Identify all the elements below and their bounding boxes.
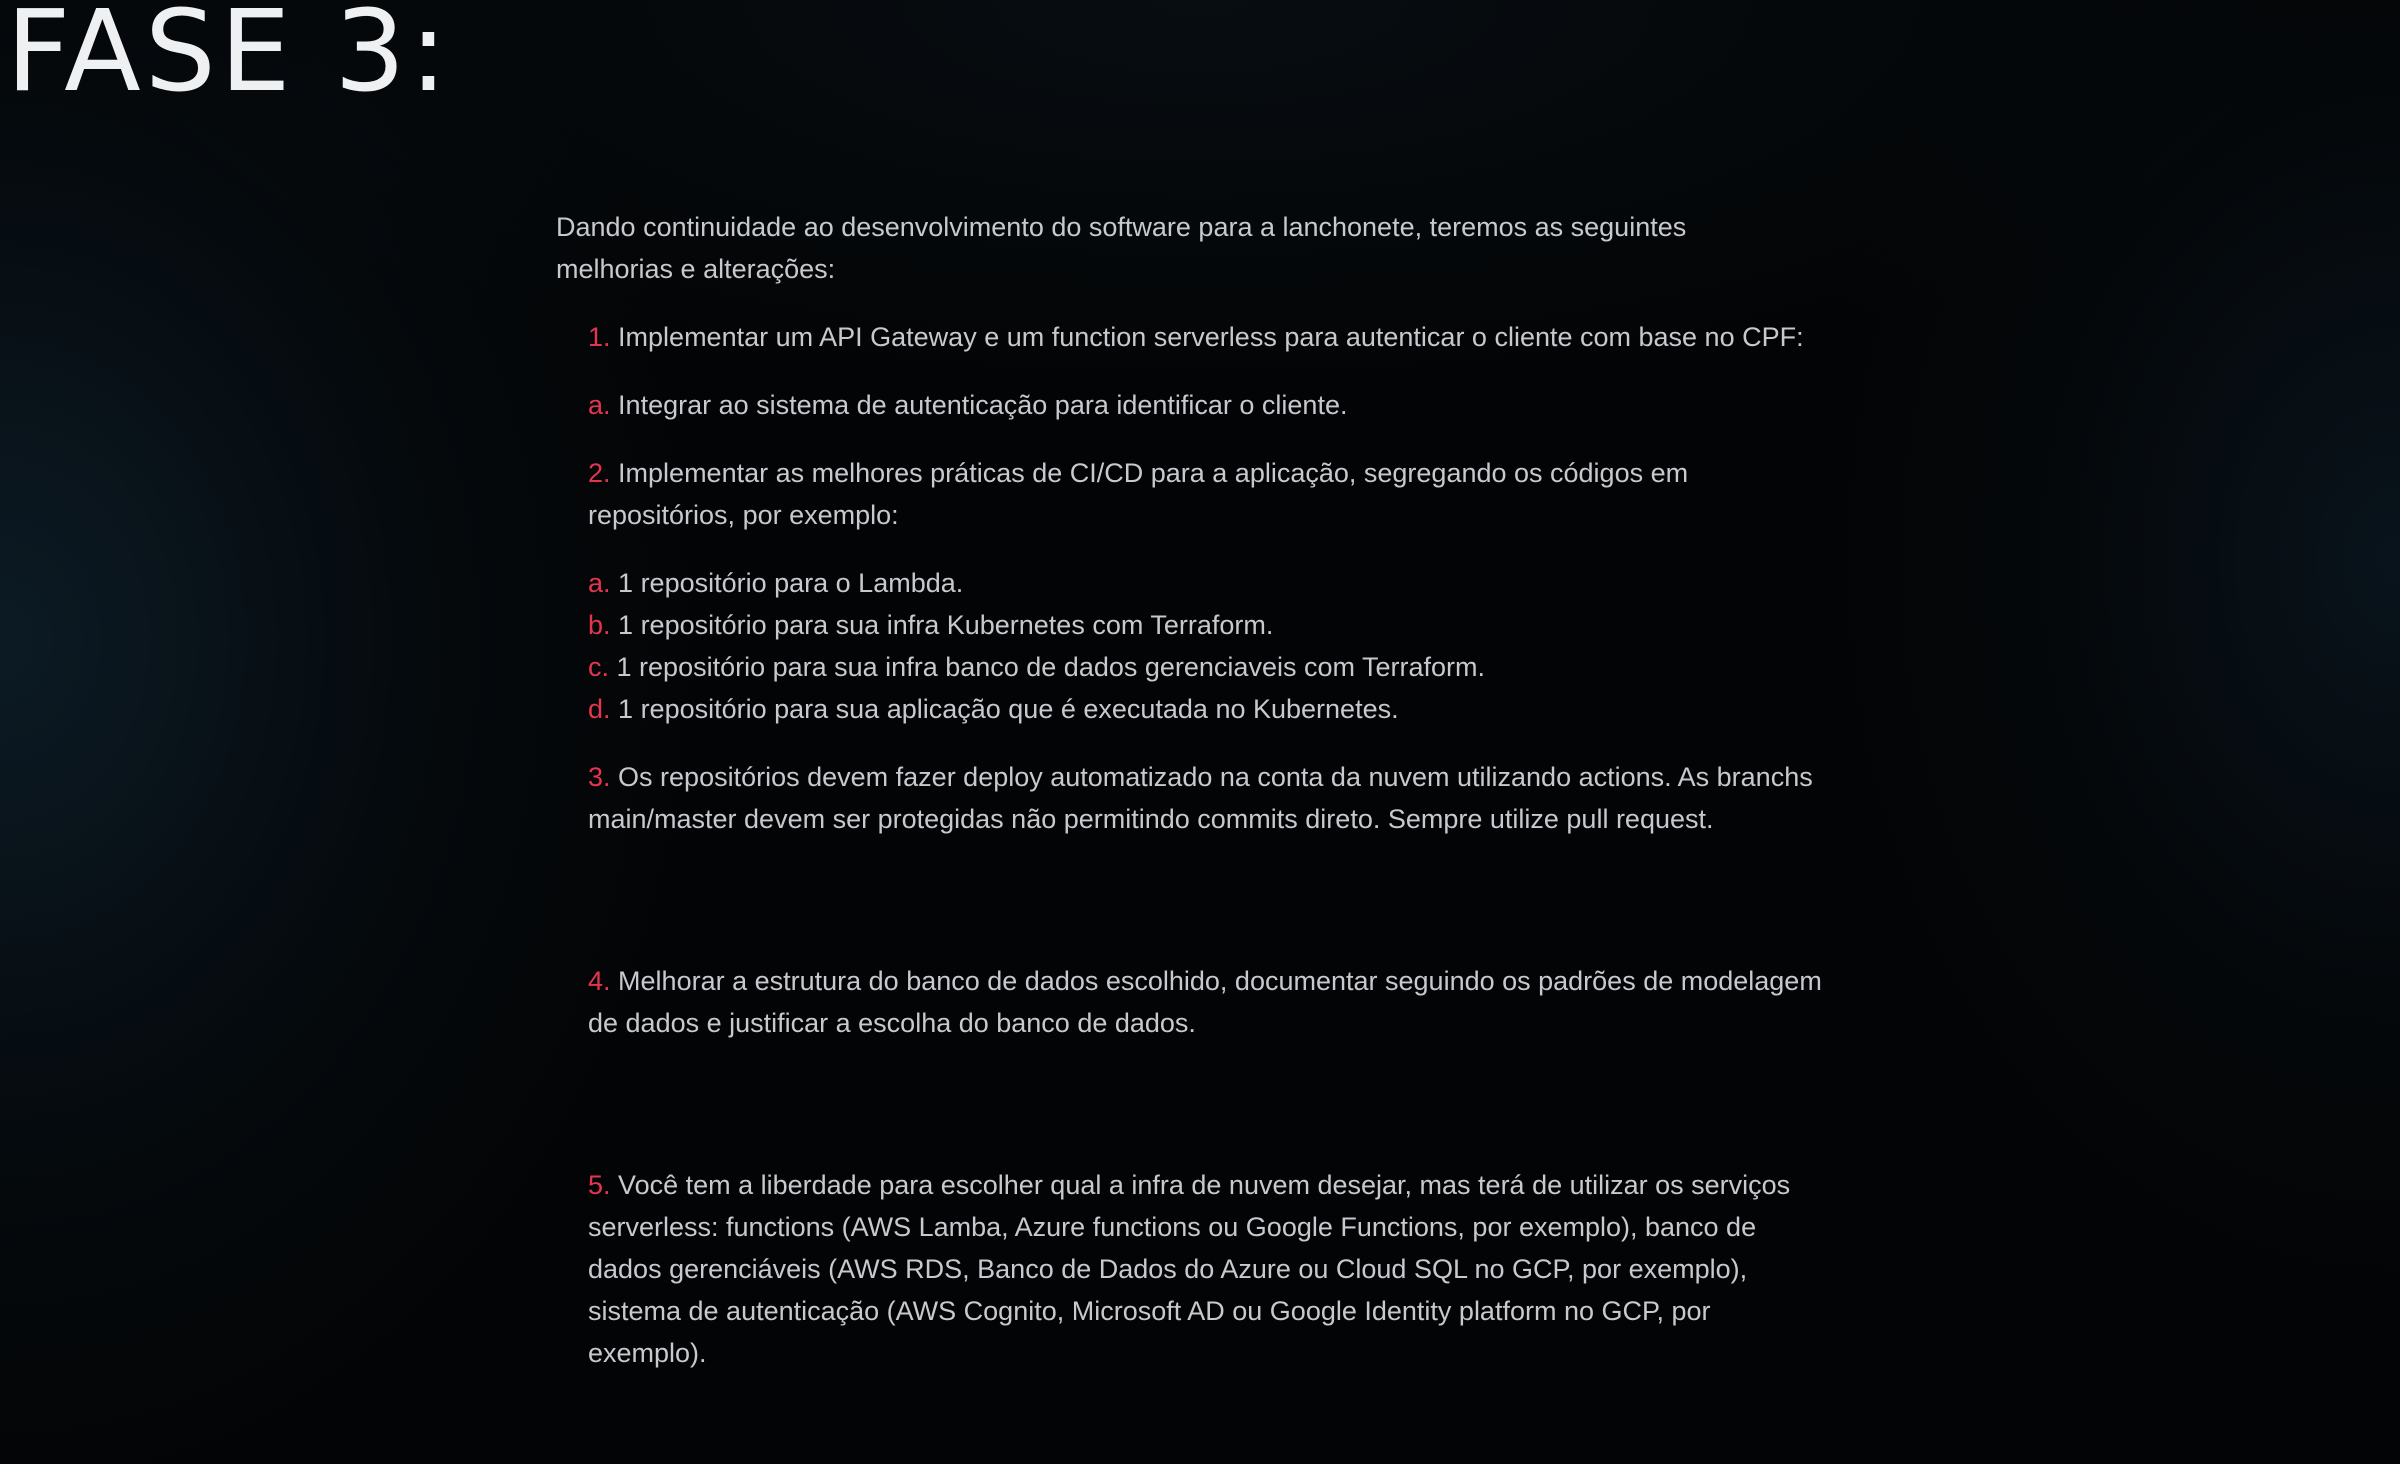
list-marker: b. — [588, 610, 611, 640]
list-marker: d. — [588, 694, 611, 724]
list-marker: c. — [588, 652, 610, 682]
list-marker: a. — [588, 390, 611, 420]
list-item-5 — [556, 1164, 1836, 1374]
list-item-text: Integrar ao sistema de autenticação para identificar o cliente. — [618, 390, 1348, 420]
list-marker: 5. — [588, 1170, 611, 1200]
list-marker: 3. — [588, 762, 611, 792]
list-marker: 2. — [588, 458, 611, 488]
list-item-text: 1 repositório para sua infra banco de dados gerenciaveis com Terraform. — [616, 652, 1486, 682]
list-item-4 — [556, 960, 1836, 1044]
list-item-1 — [556, 316, 1836, 358]
list-marker: 4. — [588, 966, 611, 996]
list-marker: a. — [588, 568, 611, 598]
list-item-2 — [556, 452, 1836, 536]
list-item-1a — [556, 384, 1836, 426]
list-item-text: Implementar um API Gateway e um function serverless para autenticar o cliente com base no CPF: — [618, 322, 1804, 352]
list-item-text: Melhorar a estrutura do banco de dados escolhido, documentar seguindo os padrões de modelagem de dados e justificar a escolha do banco de dados. — [588, 966, 1822, 1038]
list-item-text: 1 repositório para sua aplicação que é executada no Kubernetes. — [618, 694, 1399, 724]
list-item-text: Os repositórios devem fazer deploy automatizado na conta da nuvem utilizando actions. As branchs main/master devem ser protegidas não permitindo commits direto. Sempre utilize pull request. — [588, 762, 1813, 834]
requirements-content — [556, 206, 1836, 1400]
list-item-text: 1 repositório para sua infra Kubernetes com Terraform. — [618, 610, 1274, 640]
list-item-text: 1 repositório para o Lambda. — [618, 568, 964, 598]
list-item-2c — [556, 646, 1836, 688]
list-item-2a — [556, 562, 1836, 604]
list-item-3 — [556, 756, 1836, 840]
list-marker: 1. — [588, 322, 611, 352]
list-item-2d — [556, 688, 1836, 730]
list-item-2b — [556, 604, 1836, 646]
list-item-text: Implementar as melhores práticas de CI/CD para a aplicação, segregando os códigos em repositórios, por exemplo: — [588, 458, 1689, 530]
list-item-text: Você tem a liberdade para escolher qual a infra de nuvem desejar, mas terá de utilizar os serviços serverless: functions (AWS Lamba, Azure functions ou Google Functions, por exemplo), banco de dados gerenciáveis (AWS RDS, Banco de Dados do Azure ou Cloud SQL no GCP, por exemplo), sistema de autenticação (AWS Cognito, Microsoft AD ou Google Identity platform no GCP, por exemplo). — [588, 1170, 1791, 1368]
page-title: FASE 3: — [6, 0, 452, 117]
intro-paragraph: Dando continuidade ao desenvolvimento do software para a lanchonete, teremos as seguintes melhorias e alterações: — [556, 212, 1687, 284]
